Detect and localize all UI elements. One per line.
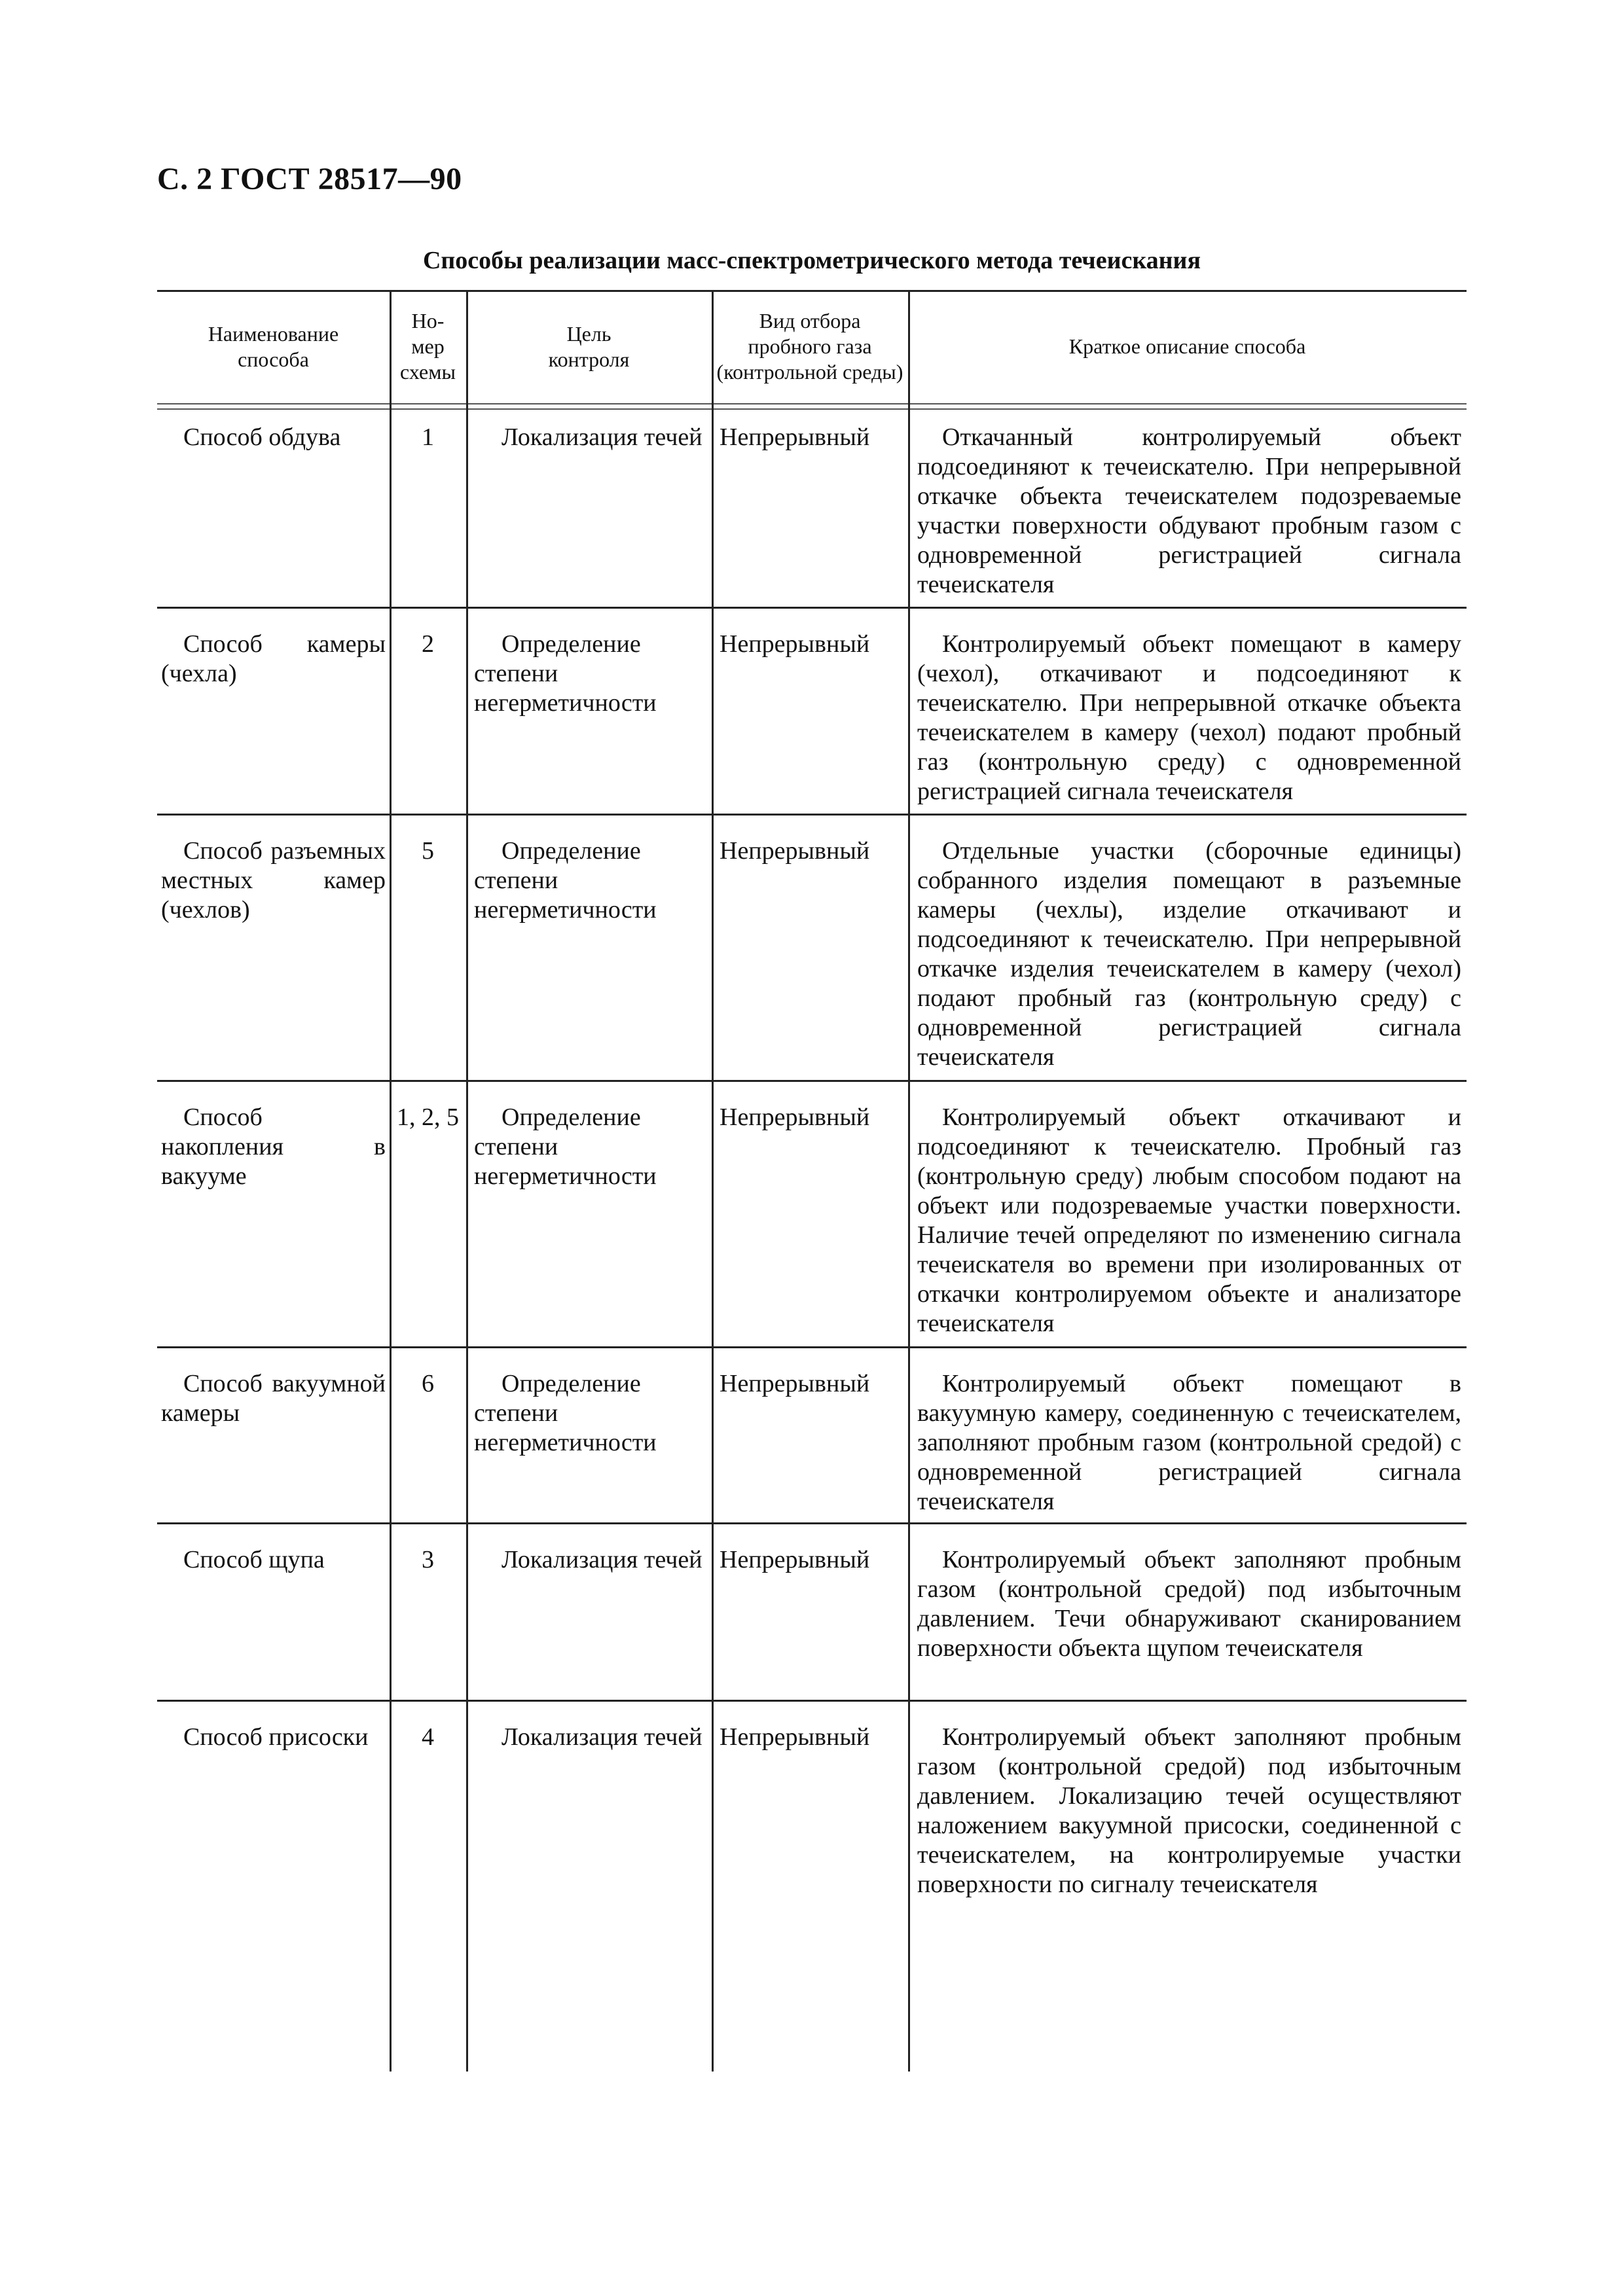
methods-table <box>157 290 1467 2072</box>
row-divider <box>157 1700 1467 1702</box>
row-3-sampling: Непрерывный <box>720 837 870 865</box>
header-name: Наименование способа <box>208 321 339 371</box>
row-6-sampling: Непрерывный <box>720 1546 870 1573</box>
row-1-description: Откачанный контролируемый объект подсоединяют к течеискателю. При непрерывной откачке объекта течеискателем подозреваемые участки поверхности обдувают пробным газом с одновременной регистрацией сигнала течеискателя <box>917 423 1461 598</box>
row-5-name: Способ вакуумной камеры <box>161 1370 386 1427</box>
row-divider <box>157 1080 1467 1082</box>
row-divider <box>157 814 1467 816</box>
row-3-number: 5 <box>422 837 434 865</box>
row-2-sampling: Непрерывный <box>720 630 870 658</box>
row-2-goal: Определение степени негерметичности <box>474 630 657 717</box>
row-6-name: Способ щупа <box>183 1546 325 1573</box>
row-3-goal: Определение степени негерметичности <box>474 837 657 924</box>
row-3-name: Способ разъемных местных камер (чехлов) <box>161 837 386 924</box>
row-4-description: Контролируемый объект откачивают и подсоединяют к течеискателю. Пробный газ (контрольную среду) любым способом подают на объект или подозреваемые участки поверхности. Наличие течей определяют по изменению сигнала течеискателя во времени при изолированных от откачки контролируемом объекте и анализаторе течеискателя <box>917 1103 1461 1337</box>
row-3-description: Отдельные участки (сборочные единицы) собранного изделия помещают в разъемные камеры (чехлы), изделие откачивают и подсоединяют к течеискателю. При непрерывной откачке изделия течеискателем в камеру (чехол) подают пробный газ (контрольную среду) с одновременной регистрацией сигнала течеискателя <box>917 837 1461 1071</box>
row-5-description: Контролируемый объект помещают в вакуумную камеру, соединенную с течеискателем, заполняют пробным газом (контрольной средой) с одновременной регистрацией сигнала течеискателя <box>917 1370 1461 1515</box>
row-7-sampling: Непрерывный <box>720 1723 870 1751</box>
row-7-name: Способ присоски <box>183 1723 369 1751</box>
row-5-number: 6 <box>422 1370 434 1397</box>
row-2-name: Способ камеры (чехла) <box>161 630 386 687</box>
row-1-sampling: Непрерывный <box>720 423 870 451</box>
header-double-rule <box>157 403 1467 404</box>
header-description: Краткое описание способа <box>1068 334 1306 358</box>
page-header: С. 2 ГОСТ 28517—90 <box>157 162 462 196</box>
row-4-goal: Определение степени негерметичности <box>474 1103 657 1190</box>
row-6-number: 3 <box>422 1546 434 1573</box>
row-divider <box>157 607 1467 609</box>
header-goal: Цель контроля <box>548 321 630 371</box>
header-sampling: Вид отбора пробного газа (контрольной среды) <box>716 309 903 384</box>
header-double-rule <box>157 408 1467 410</box>
row-4-sampling: Непрерывный <box>720 1103 870 1131</box>
row-1-number: 1 <box>422 423 434 451</box>
column-divider <box>712 290 714 2072</box>
row-5-sampling: Непрерывный <box>720 1370 870 1397</box>
row-1-name: Способ обдува <box>183 423 341 451</box>
row-7-number: 4 <box>422 1723 434 1751</box>
row-5-goal: Определение степени негерметичности <box>474 1370 657 1456</box>
header-number: Но- мер схемы <box>400 309 456 384</box>
row-4-number: 1, 2, 5 <box>397 1103 459 1131</box>
column-divider <box>390 290 392 2072</box>
row-7-description: Контролируемый объект заполняют пробным газом (контрольной средой) под избыточным давлением. Локализацию течей осуществляют наложением вакуумной присоски, соединенной с течеискателем, на контролируемые участки поверхности по сигналу течеискателя <box>917 1723 1461 1898</box>
row-2-number: 2 <box>422 630 434 658</box>
row-6-goal: Локализация течей <box>501 1546 702 1573</box>
row-6-description: Контролируемый объект заполняют пробным газом (контрольной средой) под избыточным давлением. Течи обнаруживают сканированием поверхности объекта щупом течеискателя <box>917 1546 1461 1662</box>
row-2-description: Контролируемый объект помещают в камеру (чехол), откачивают и подсоединяют к течеискателю. При непрерывной откачке объекта течеискателем в камеру (чехол) подают пробный газ (контрольную среду) с одновременной регистрацией сигнала течеискателя <box>917 630 1461 805</box>
row-7-goal: Локализация течей <box>501 1723 702 1751</box>
row-4-name: Способ накопления в вакууме <box>161 1103 386 1190</box>
row-1-goal: Локализация течей <box>501 423 702 451</box>
table-title: Способы реализации масс-спектрометрического метода течеискания <box>422 247 1201 274</box>
row-divider <box>157 1346 1467 1348</box>
row-divider <box>157 1522 1467 1524</box>
